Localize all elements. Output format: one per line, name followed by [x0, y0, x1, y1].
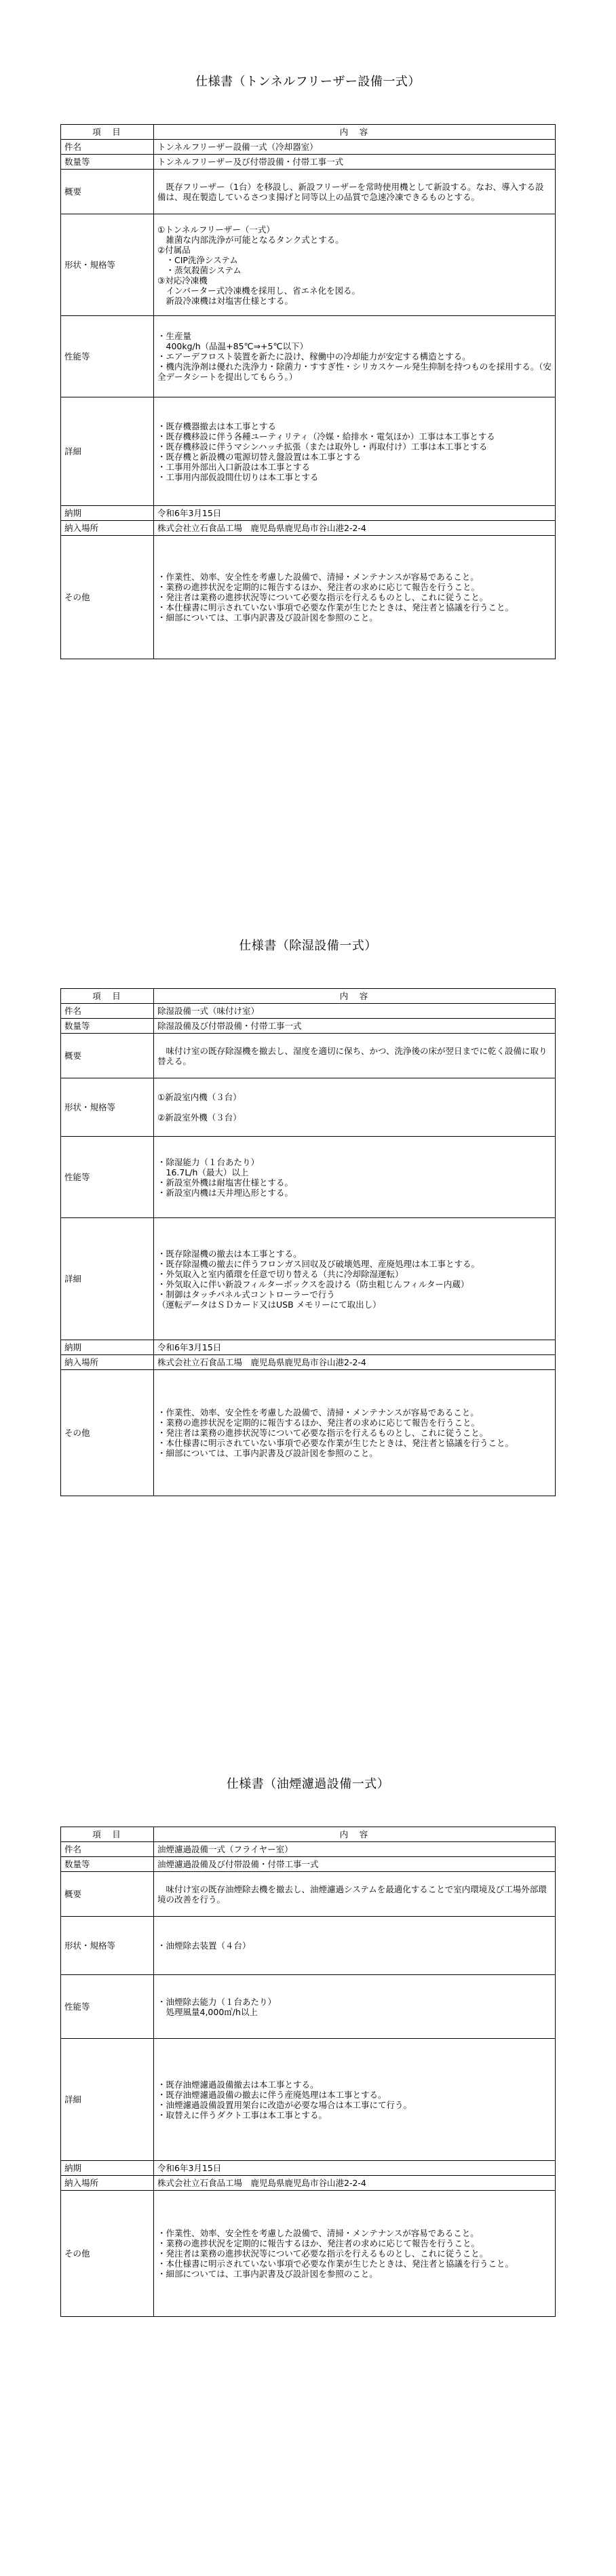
content-line: ・除湿能力（１台あたり） — [157, 1156, 260, 1167]
row-content — [154, 1917, 556, 1975]
table-row-due — [61, 2161, 556, 2176]
row-label: 詳細 — [61, 2039, 154, 2161]
row-label: その他 — [61, 2191, 154, 2317]
content-line: ・作業性、効率、安全性を考慮した設備で、清掃・メンテナンスが容易であること。 — [157, 2228, 479, 2238]
row-content — [154, 1078, 556, 1137]
content-line: ・油煙除去装置（４台） — [157, 1940, 251, 1951]
content-line: 味付け室の既存油煙除去機を撤去し、油煙濾過システムを最適化することで室内環境及び工場外部環境の改善を行う。 — [157, 1884, 547, 1905]
page-title: 仕様書（油煙濾過設備一式） — [226, 1777, 390, 1791]
content-line: ・細部については、工事内訳書及び設計図を参照のこと。 — [157, 1448, 378, 1458]
content-line: 除湿設備一式（味付け室） — [157, 1006, 260, 1016]
spec-table — [60, 124, 556, 659]
content-line: 雑菌な内部洗浄が可能となるタンク式とする。 — [157, 234, 344, 245]
row-label: 件名 — [61, 1842, 154, 1857]
content-line: ・新設室内機は天井埋込形とする。 — [157, 1187, 294, 1198]
table-row-other — [61, 1370, 556, 1496]
header-content: 内 容 — [154, 125, 556, 140]
content-line: （運転データはＳＤカード又はUSB メモリーにて取出し） — [157, 1299, 381, 1310]
content-line: ・外気取入と室内循環を任意で切り替える（共に冷却除湿運転） — [157, 1268, 404, 1279]
content-line: トンネルフリーザー設備一式（冷却器室） — [157, 142, 318, 152]
row-label: 形状・規格等 — [61, 1078, 154, 1137]
row-content — [154, 1137, 556, 1218]
row-content — [154, 155, 556, 170]
content-line: トンネルフリーザー及び付帯設備・付帯工事一式 — [157, 157, 344, 167]
header-row — [61, 125, 556, 140]
content-line: 16.7L/h（最大）以上 — [157, 1167, 249, 1177]
content-line — [157, 1102, 552, 1112]
row-content — [154, 1004, 556, 1019]
row-content — [154, 2191, 556, 2317]
content-line: ・制御はタッチパネル式コントローラーで行う — [157, 1289, 335, 1300]
row-content — [154, 316, 556, 397]
table-row-due — [61, 1340, 556, 1355]
table-row-place — [61, 2176, 556, 2191]
row-label: 数量等 — [61, 1857, 154, 1872]
row-label: 納期 — [61, 506, 154, 521]
content-line: ・細部については、工事内訳書及び設計図を参照のこと。 — [157, 612, 378, 623]
header-item: 項 目 — [61, 1827, 154, 1842]
spec-table — [60, 988, 556, 1496]
row-content — [154, 1872, 556, 1917]
content-line: 株式会社立石食品工場 鹿児島県鹿児島市谷山港2-2-4 — [157, 1357, 366, 1367]
content-line: 株式会社立石食品工場 鹿児島県鹿児島市谷山港2-2-4 — [157, 2178, 366, 2188]
row-content — [154, 506, 556, 521]
table-row-detail — [61, 1218, 556, 1340]
content-line: ・工事用外部出入口新設は本工事とする — [157, 461, 311, 472]
row-content — [154, 1019, 556, 1034]
content-line: ・既存機器撤去は本工事とする — [157, 421, 277, 431]
row-content — [154, 1857, 556, 1872]
table-row-shape — [61, 1078, 556, 1137]
table-row-due — [61, 506, 556, 521]
content-line: ・発注者は業務の進捗状況等について必要な指示を行えるものとし、これに従うこと。 — [157, 2248, 488, 2259]
content-line: 令和6年3月15日 — [157, 2163, 222, 2173]
content-line: インバーター式冷凍機を採用し、省エネ化を図る。 — [157, 285, 361, 296]
content-line: ・油煙濾過設備設置用架台に改造が必要な場合は本工事にて行う。 — [157, 2099, 412, 2110]
table-row-overview — [61, 1872, 556, 1917]
header-item: 項 目 — [61, 125, 154, 140]
row-content — [154, 214, 556, 316]
row-label: 詳細 — [61, 397, 154, 506]
row-label: 件名 — [61, 1004, 154, 1019]
row-label: 数量等 — [61, 1019, 154, 1034]
table-row-detail — [61, 397, 556, 506]
table-row-other — [61, 2191, 556, 2317]
content-line: 油煙濾過設備及び付帯設備・付帯工事一式 — [157, 1859, 319, 1869]
content-line: 株式会社立石食品工場 鹿児島県鹿児島市谷山港2-2-4 — [157, 523, 366, 533]
table-row-qty — [61, 1857, 556, 1872]
content-line: ①トンネルフリーザー（一式） — [157, 224, 275, 235]
row-content — [154, 1975, 556, 2039]
row-label: 件名 — [61, 140, 154, 155]
content-line: ・工事用内部仮設間仕切りは本工事とする — [157, 471, 319, 482]
table-row-name — [61, 1004, 556, 1019]
content-line: ・本仕様書に明示されていない事項で必要な作業が生じたときは、発注者と協議を行うこと。 — [157, 602, 514, 612]
row-content — [154, 1034, 556, 1078]
row-content — [154, 397, 556, 506]
row-content — [154, 170, 556, 214]
content-line: 400kg/h（品温+85℃⇒+5℃以下） — [157, 341, 309, 351]
content-line: ②新設室外機（３台） — [157, 1112, 242, 1123]
content-line: ・エアーデフロスト装置を新たに設け、稼働中の冷却能力が安定する構造とする。 — [157, 351, 471, 362]
row-content — [154, 2176, 556, 2191]
table-row-qty — [61, 155, 556, 170]
content-line: 処理風量4,000㎥/h以上 — [157, 2006, 258, 2017]
content-line: ・既存機と新設機の電源切替え盤設置は本工事とする — [157, 451, 362, 462]
content-line: ・既存機移設に伴う各種ユーティリティ（冷媒・給排水・電気ほか）工事は本工事とする — [157, 431, 495, 442]
content-line: 令和6年3月15日 — [157, 1342, 222, 1352]
content-line: ・既存油煙濾過設備撤去は本工事とする。 — [157, 2079, 319, 2090]
content-line: ・新設室外機は耐塩害仕様とする。 — [157, 1177, 294, 1188]
table-row-shape — [61, 214, 556, 316]
content-line: ・発注者は業務の進捗状況等について必要な指示を行えるものとし、これに従うこと。 — [157, 592, 488, 602]
row-label: 概要 — [61, 1034, 154, 1078]
table-row-other — [61, 536, 556, 659]
row-content — [154, 1842, 556, 1857]
content-line: 除湿設備及び付帯設備・付帯工事一式 — [157, 1021, 302, 1031]
row-label: 納入場所 — [61, 2176, 154, 2191]
table-row-detail — [61, 2039, 556, 2161]
spec-table — [60, 1827, 556, 2317]
content-line: ・作業性、効率、安全性を考慮した設備で、清掃・メンテナンスが容易であること。 — [157, 572, 479, 582]
content-line: 新設冷凍機は対塩害仕様とする。 — [157, 295, 294, 306]
table-row-name — [61, 140, 556, 155]
row-label: 納入場所 — [61, 521, 154, 536]
table-row-overview — [61, 170, 556, 214]
header-row — [61, 989, 556, 1004]
row-label: 形状・規格等 — [61, 214, 154, 316]
row-content — [154, 1355, 556, 1370]
row-content — [154, 1370, 556, 1496]
table-row-qty — [61, 1019, 556, 1034]
header-row — [61, 1827, 556, 1842]
table-row-place — [61, 1355, 556, 1370]
content-line: ・作業性、効率、安全性を考慮した設備で、清掃・メンテナンスが容易であること。 — [157, 1407, 479, 1418]
content-line: ③対応冷凍機 — [157, 275, 208, 286]
content-line: ・既存除湿機の撤去は本工事とする。 — [157, 1248, 302, 1259]
table-row-perf — [61, 1975, 556, 2039]
table-row-overview — [61, 1034, 556, 1078]
content-line: 既存フリーザー（1台）を移設し、新設フリーザーを常時使用機として新設する。なお、導入する設備は、現在製造しているさつま揚げと同等以上の品質で急速冷凍できるものとする。 — [157, 181, 544, 202]
content-line: ・細部については、工事内訳書及び設計図を参照のこと。 — [157, 2269, 378, 2279]
row-label: その他 — [61, 536, 154, 659]
row-label: 納期 — [61, 1340, 154, 1355]
content-line: ・蒸気殺菌システム — [157, 265, 242, 275]
content-line: 油煙濾過設備一式（フライヤー室） — [157, 1844, 293, 1854]
row-label: 詳細 — [61, 1218, 154, 1340]
content-line: ・業務の進捗状況を定期的に報告するほか、発注者の求めに応じて報告を行うこと。 — [157, 582, 480, 592]
row-label: 概要 — [61, 170, 154, 214]
content-line: 令和6年3月15日 — [157, 508, 222, 518]
page-title: 仕様書（トンネルフリーザー設備一式） — [195, 75, 421, 89]
content-line: ・機内洗浄剤は優れた洗浄力・除菌力・すすぎ性・シリカスケール発生抑制を持つものを採用する。（安全データシートを提出してもらう。） — [157, 362, 552, 382]
header-item: 項 目 — [61, 989, 154, 1004]
table-row-shape — [61, 1917, 556, 1975]
content-line: ・CIP洗浄システム — [157, 254, 238, 265]
content-line: 味付け室の既存除湿機を撤去し、湿度を適切に保ち、かつ、洗浄後の床が翌日までに乾く設備に取り替える。 — [157, 1045, 547, 1066]
content-line: ・取替えに伴うダクト工事は本工事とする。 — [157, 2109, 328, 2120]
row-content — [154, 521, 556, 536]
table-row-perf — [61, 316, 556, 397]
content-line: ・既存油煙濾過設備の撤去に伴う産廃処理は本工事とする。 — [157, 2089, 387, 2100]
content-line: ・業務の進捗状況を定期的に報告するほか、発注者の求めに応じて報告を行うこと。 — [157, 2238, 480, 2248]
content-line: ・発注者は業務の進捗状況等について必要な指示を行えるものとし、これに従うこと。 — [157, 1428, 488, 1438]
table-row-perf — [61, 1137, 556, 1218]
row-label: 納入場所 — [61, 1355, 154, 1370]
content-line: ・本仕様書に明示されていない事項で必要な作業が生じたときは、発注者と協議を行うこと。 — [157, 1438, 514, 1448]
content-line: ・油煙除去能力（１台あたり） — [157, 1996, 277, 2007]
content-line: ②付属品 — [157, 244, 191, 255]
content-line: ・本仕様書に明示されていない事項で必要な作業が生じたときは、発注者と協議を行うこと。 — [157, 2259, 514, 2269]
row-label: その他 — [61, 1370, 154, 1496]
row-content — [154, 1218, 556, 1340]
content-line: ・業務の進捗状況を定期的に報告するほか、発注者の求めに応じて報告を行うこと。 — [157, 1418, 480, 1428]
row-content — [154, 536, 556, 659]
row-content — [154, 2039, 556, 2161]
row-content — [154, 1340, 556, 1355]
table-row-place — [61, 521, 556, 536]
row-label: 納期 — [61, 2161, 154, 2176]
content-line: ・既存除湿機の撤去に伴うフロンガス回収及び破壊処理、産廃処理は本工事とする。 — [157, 1258, 480, 1269]
row-label: 数量等 — [61, 155, 154, 170]
row-content — [154, 2161, 556, 2176]
header-content: 内 容 — [154, 989, 556, 1004]
row-label: 性能等 — [61, 1975, 154, 2039]
row-label: 形状・規格等 — [61, 1917, 154, 1975]
content-line: ・既存機移設に伴うマシンハッチ拡張（または取外し・再取付け）工事は本工事とする — [157, 441, 488, 452]
row-label: 性能等 — [61, 1137, 154, 1218]
content-line: ①新設室内機（３台） — [157, 1092, 242, 1102]
row-content — [154, 140, 556, 155]
content-line: ・生産量 — [157, 331, 192, 341]
page-title: 仕様書（除湿設備一式） — [239, 939, 377, 953]
table-row-name — [61, 1842, 556, 1857]
row-label: 概要 — [61, 1872, 154, 1917]
content-line: ・外気取入に伴い新設フィルターボックスを設ける（防虫粗じんフィルター内蔵） — [157, 1279, 469, 1289]
header-content: 内 容 — [154, 1827, 556, 1842]
row-label: 性能等 — [61, 316, 154, 397]
